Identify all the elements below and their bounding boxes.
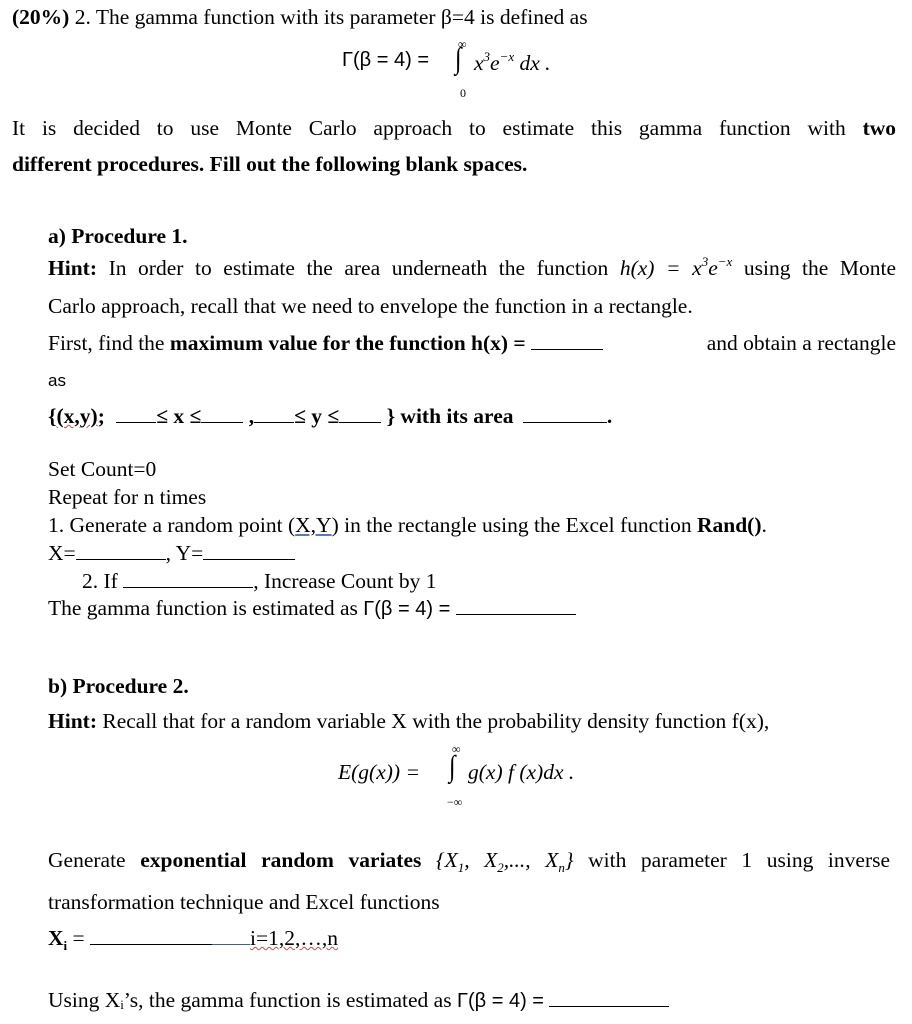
rectangle-set: {(x,y); ≤ x ≤ , ≤ y ≤ } with its area . <box>48 404 613 428</box>
upper-limit: ∞ <box>458 37 467 51</box>
proc-a-first-line: First, find the maximum value for the function h(x) = and obtain a rectangle <box>48 331 896 355</box>
y-upper-blank[interactable] <box>339 404 381 423</box>
paragraph-line-1: It is decided to use Monte Carlo approach to estimate this gamma function with two <box>12 116 896 140</box>
score: (20%) <box>12 5 70 29</box>
proc-b-title: b) Procedure 2. <box>48 674 189 698</box>
xi-line: $X_i$ = i=1,2,…,n <box>48 926 339 953</box>
estimate-b: Using Xᵢ’s, the gamma function is estimated as Γ(β = 4) = <box>48 988 669 1013</box>
gamma-lhs: Γ(β = 4) = <box>342 49 429 71</box>
area-blank[interactable] <box>523 404 607 423</box>
xi-formula-blank-tail[interactable] <box>212 926 250 945</box>
gamma-formula <box>342 37 602 100</box>
upper-limit-b: ∞ <box>452 742 461 756</box>
generate-line-2: transformation technique and Excel functions <box>48 890 440 914</box>
repeat-line: Repeat for n times <box>48 485 207 509</box>
step-2: 2. If , Increase Count by 1 <box>82 569 437 593</box>
integrand: $x^3e^{-x}$ dx . <box>474 49 551 75</box>
generate-line-1: Generate exponential random variates {$X_1$, $X_2$,..., $X_n$} with parameter 1 using inverse <box>48 848 891 875</box>
proc-a-hint-line-1: Hint: In order to estimate the area underneath the function $h(x) = x^3e^{-x}$ using the Monte <box>48 254 896 280</box>
y-formula-blank[interactable] <box>203 541 295 560</box>
proc-b-hint: Hint: Recall that for a random variable X with the probability density function f(x), <box>48 709 770 733</box>
y-lower-blank[interactable] <box>254 404 294 423</box>
xi-formula-blank[interactable] <box>90 926 212 945</box>
as-label: as <box>48 371 66 390</box>
step-1: 1. Generate a random point (X,Y) in the rectangle using the Excel function Rand(). <box>48 513 767 537</box>
integral-sign: ∫ <box>454 42 462 75</box>
x-upper-blank[interactable] <box>201 404 243 423</box>
problem-intro <box>12 5 588 30</box>
x-formula-blank[interactable] <box>76 541 166 560</box>
paragraph-line-2: different procedures. Fill out the following blank spaces. <box>12 152 528 176</box>
integral-sign-b: ∫ <box>448 750 456 783</box>
set-count: Set Count=0 <box>48 457 157 481</box>
expectation-formula <box>338 740 638 809</box>
problem-number: 2. <box>74 5 91 29</box>
max-value-blank[interactable] <box>531 331 603 350</box>
xy-line: X= , Y= <box>48 541 295 566</box>
lower-limit: 0 <box>460 86 466 100</box>
expectation-lhs: E(g(x)) = <box>338 760 420 784</box>
proc-a-hint-line-2: Carlo approach, recall that we need to envelope the function in a rectangle. <box>48 294 693 318</box>
condition-blank[interactable] <box>123 569 253 588</box>
intro-text: The gamma function with its parameter β=4 is defined as <box>95 5 588 29</box>
estimate-b-blank[interactable] <box>549 988 669 1007</box>
estimate-a: The gamma function is estimated as Γ(β = 4) = <box>48 596 576 621</box>
integrand-b: g(x) f (x)dx . <box>468 760 575 784</box>
x-lower-blank[interactable] <box>116 404 156 423</box>
lower-limit-b: −∞ <box>447 795 463 809</box>
proc-a-title: a) Procedure 1. <box>48 224 188 248</box>
estimate-a-blank[interactable] <box>456 596 576 615</box>
